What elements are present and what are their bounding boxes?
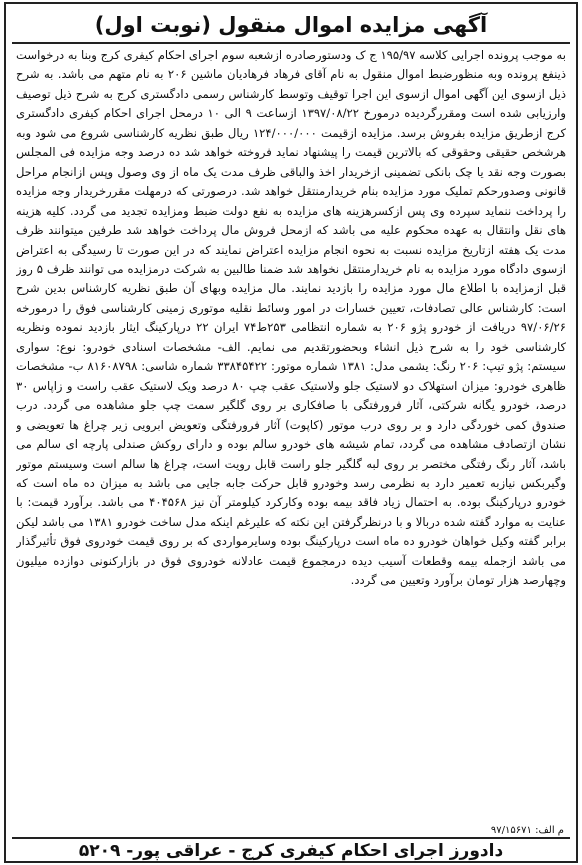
title-divider [12, 42, 570, 44]
notice-body [16, 46, 566, 824]
notice-title: آگهی مزایده اموال منقول (نوبت اول) [94, 13, 488, 37]
notice-signature: دادورز اجرای احکام کیفری کرج - عراقی پور- ۵۲۰۹ [78, 841, 504, 861]
reference-number: م الف: ۹۷/۱۵۶۷۱ [490, 825, 564, 836]
notice-body-paragraph: به موجب پرونده اجرایی کلاسه ۱۹۵/۹۷ ج ک ودستورصادره ازشعبه سوم اجرای احکام کیفری کرج وبنا به درخواست ذینفع پرونده وبه منظورضبط اموال منقول به نام آقای فرهاد فرهادیان ماشین ۲۰۶ به نام متهم می باشد. به شرح ذیل ازسوی این آگهی اموال ازسوی این اجرا توقیف وتوسط کارشناس رسمی دادگستری کرج به شرح ذیل توصیف وارزیابی شده است ومقررگردیده درمورخ ۱۳۹۷/۰۸/۲۲ ازساعت ۹ الی ۱۰ درمحل اجرای احکام کیفری دادگستری کرج ازطریق مزایده بفروش برسد. مزایده ازقیمت ۱۲۴/۰۰۰/۰۰۰ ریال طبق نظریه کارشناسی شروع می شود وبه هرشخص حقیقی وحقوقی که بالاترین قیمت را پیشنهاد نماید فروخته خواهد شد ده درصد وجه مزایده فی المجلس بصورت وجه نقد یا چک بانکی تضمینی ازخریدار اخذ والباقی ظرف مدت یک ماه از وی وصول وپس ازانجام مراحل قانونی وصدورحکم تملیک مورد مزایده بنام خریدارمنتقل خواهد شد. درصورتی که درمهلت مقررخریدار وجه مزایده را پرداخت ننماید سپرده وی پس ازکسرهزینه های مزایده به نفع دولت ضبط ومزایده تجدید می گردد. کلیه هزینه های نقل وانتقال به عهده محکوم علیه می باشد که ازمحل فروش مال پرداخت خواهد شد طرفین میتوانند ظرف مدت یک هفته ازتاریخ مزایده نسبت به نحوه انجام مزایده اعتراض نمایند که در این صورت تا رسیدگی به اعتراض ازسوی دادگاه مورد مزایده به نام خریدارمنتقل نخواهد شد ضمنا طالبین به شرکت درمزایده می توانند ظرف ۵ روز قبل ازمزایده با اطلاع مال مورد مزایده را بازدید نمایند. مال مزایده وبهای آن طبق نظریه کارشناس بدین شرح است: کارشناس عالی تصادفات، تعیین خسارات در امور وسائط نقلیه موتوری زمینی کارشناسی فوق را درمورخه ۹۷/۰۶/۲۶ دریافت از خودرو پژو ۲۰۶ به شماره انتظامی ۲۵۳ط۷۴ ایران ۲۲ درپارکینگ ایثار بازدید نموده ونظریه کارشناسی خود را به شرح ذیل انشاء وبحضورتقدیم می نمایم. الف- مشخصات اسنادی خودرو: نوع: سواری سیستم: پژو تیپ: ۲۰۶ رنگ: یشمی مدل: ۱۳۸۱ شماره موتور: ۳۳۸۴۵۴۲۲ شماره شاسی: ۸۱۶۰۸۷۹۸ ب- مشخصات ظاهری خودرو: میزان استهلاک دو لاستیک جلو ولاستیک عقب چپ ۸۰ درصد ویک لاستیک عقب راست و زاپاس ۳۰ درصد، خودرو یگانه شرکتی، آثار فرورفتگی با صافکاری بر روی گلگیر سمت چپ جلو مشاهده می گردد. درب صندوق کمی خوردگی دارد و بر روی درب موتور (کاپوت) آثار فرورفتگی وتعویض ابرویی زیر چراغ ها تعویضی و نشان ازتصادف مشاهده می گردد، تمام شیشه های خودرو سالم بوده و دارای روکش صندلی پارچه ای سالم می باشد، آثار رنگ رفتگی مختصر بر روی لبه گلگیر جلو راست قابل رویت است، چراغ ها سالم است وسیستم موتور وگیربکس نیازبه تعمیر دارد به نظرمی رسد وخودرو قابل حرکت جابه جایی می باشد به میزان ده ماه است که خودرو درپارکینگ بوده. به احتمال زیاد فاقد بیمه بوده وکارکرد کیلومتر آن نیز ۴۰۴۵۶۸ می باشد. برآورد قیمت: با عنایت به موارد گفته شده دربالا و با درنظرگرفتن این نکته که علیرغم اینکه مدل ساخت خودرو ۱۳۸۱ می باشد لیکن برابر گفته وکیل خواهان خودرو ده ماه است درپارکینگ بوده وسایرمواردی که بر روی قیمت خودروی فوق تأثیرگذار می باشد ازجمله بیمه وقطعات آسیب دیده درمجموع قیمت عادلانه خودروی فوق در بازارکنونی دوازده میلیون وچهارصد هزار تومان برآورد وتعیین می گردد. [16, 48, 566, 588]
auction-notice [4, 2, 578, 863]
